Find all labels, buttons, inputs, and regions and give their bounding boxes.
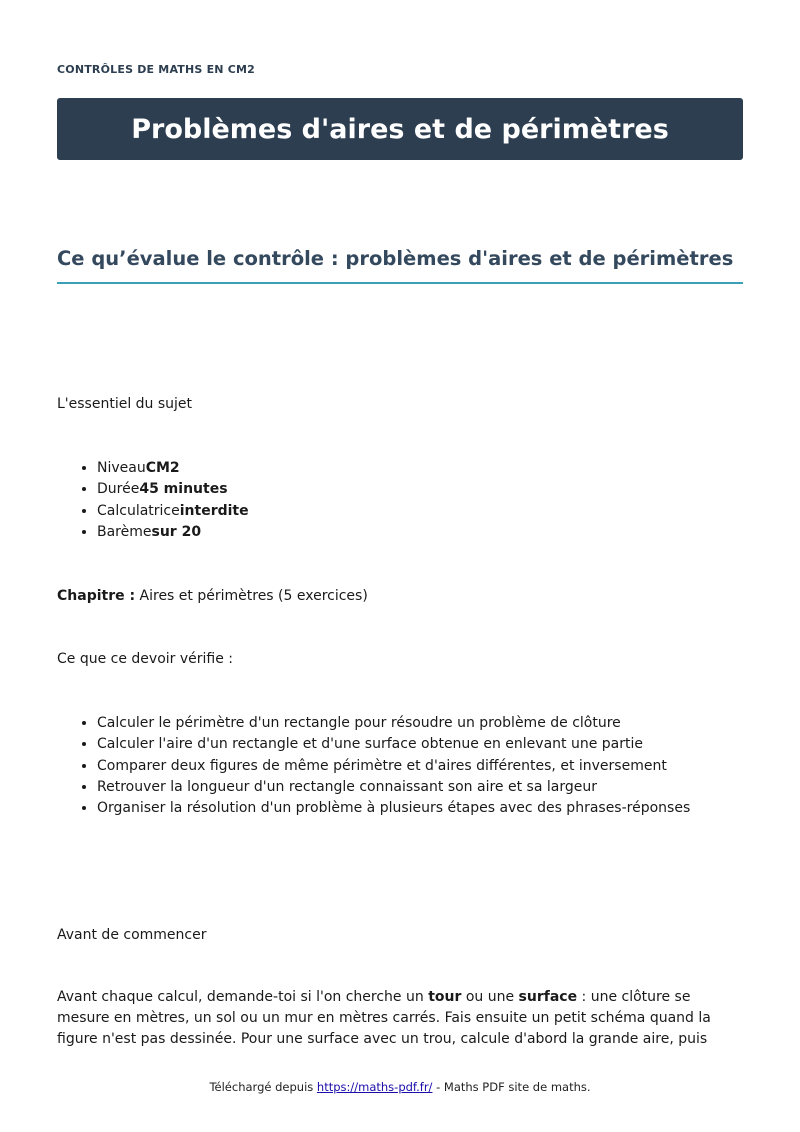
footer-link[interactable]: https://maths-pdf.fr/ <box>316 1080 433 1094</box>
chapter-value: Aires et périmètres (5 exercices) <box>135 588 368 604</box>
page-footer: Téléchargé depuis https://maths-pdf.fr/ - Maths PDF site de maths. <box>209 1080 591 1094</box>
chapter-label: Chapitre : <box>57 588 136 604</box>
before-paragraph: Avant chaque calcul, demande-toi si l'on cherche un tour ou une surface : une clôture se mesure en mètres, un sol ou un mur en mètres carrés. Fais ensuite un petit schéma quand la figure n'est pas dessinée. Pour une surface avec un trou, calcule d'abord la grande aire, puis <box>57 989 711 1047</box>
series-label: CONTRÔLES DE MATHS EN CM2 <box>57 63 255 76</box>
list-item: • Organiser la résolution d'un problème à plusieurs étapes avec des phrases-réponses <box>97 798 690 819</box>
list-item: • Calculer l'aire d'un rectangle et d'une surface obtenue en enlevant une partie <box>97 734 690 755</box>
chapter-line <box>57 586 368 607</box>
page-title: Problèmes d'aires et de périmètres <box>131 113 669 145</box>
list-item: • Retrouver la longueur d'un rectangle connaissant son aire et sa largeur <box>97 777 690 798</box>
list-item: • Comparer deux figures de même périmètre et d'aires différentes, et inversement <box>97 756 690 777</box>
list-item: • NiveauCM2 <box>97 458 249 479</box>
section-heading: Ce qu’évalue le contrôle : problèmes d'aires et de périmètres <box>57 244 743 284</box>
essentials-label: L'essentiel du sujet <box>57 396 193 412</box>
checks-label: Ce que ce devoir vérifie : <box>57 651 234 667</box>
list-item: • Durée45 minutes <box>97 479 249 500</box>
essentials-list <box>57 458 249 543</box>
list-item: • Calculer le périmètre d'un rectangle pour résoudre un problème de clôture <box>97 713 690 734</box>
before-label: Avant de commencer <box>57 927 207 943</box>
checks-list <box>57 713 690 819</box>
list-item: • Calculatriceinterdite <box>97 501 249 522</box>
title-banner <box>57 98 743 160</box>
list-item: • Barèmesur 20 <box>97 522 249 543</box>
